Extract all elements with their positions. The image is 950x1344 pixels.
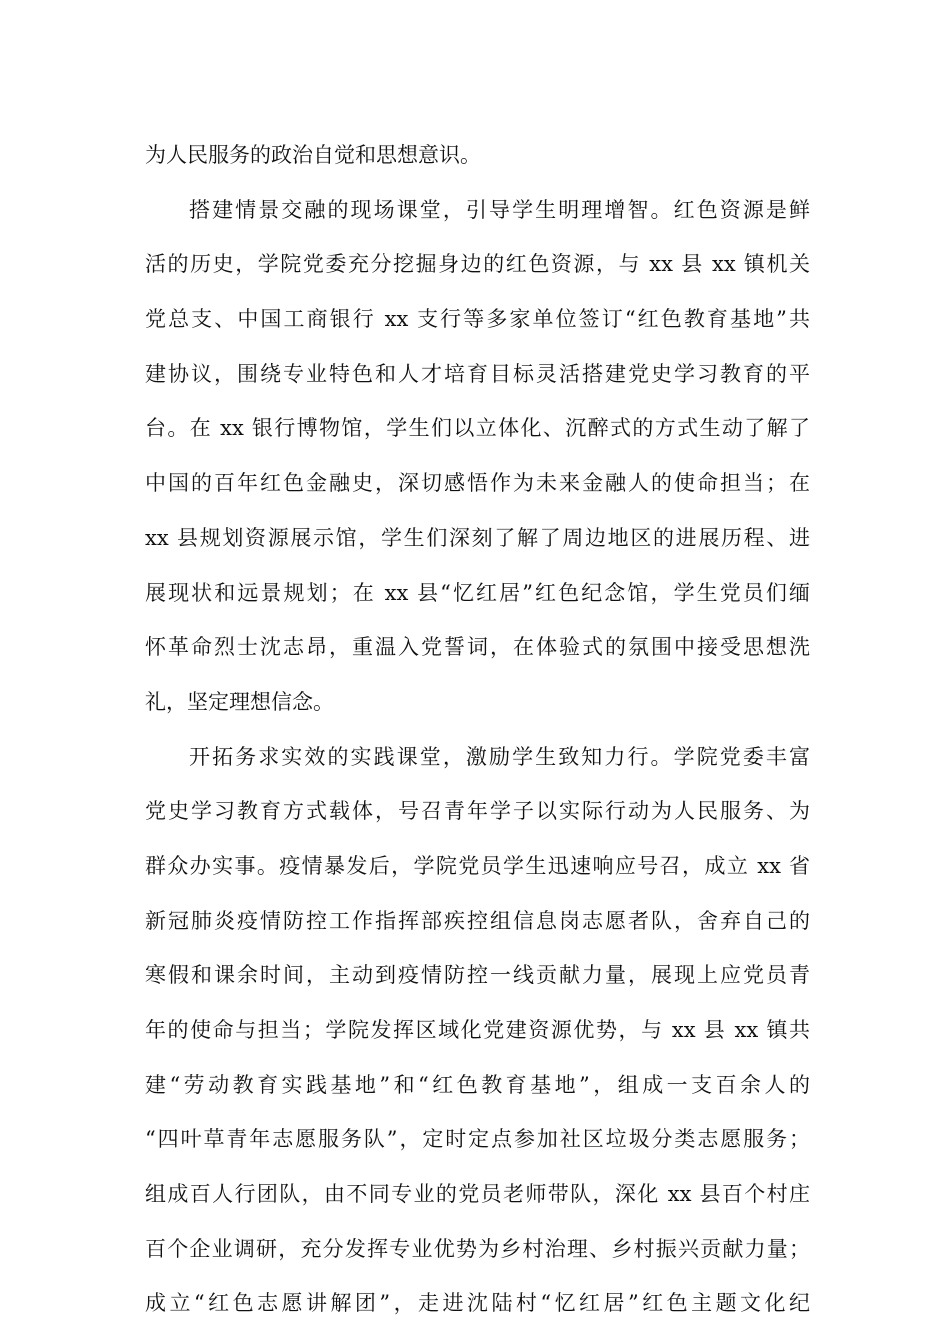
text-line: 台。在 xx 银行博物馆，学生们以立体化、沉醉式的方式生动了解了 <box>145 416 810 441</box>
text-line: 活的历史，学院党委充分挖掘身边的红色资源，与 xx 县 xx 镇机关 <box>145 252 810 277</box>
document-body <box>145 128 810 1331</box>
text-line: xx 县规划资源展示馆，学生们深刻了解了周边地区的进展历程、进 <box>145 525 810 550</box>
text-line: 展现状和远景规划；在 xx 县“忆红居”红色纪念馆，学生党员们缅 <box>145 580 810 605</box>
text-line: 为人民服务的政治自觉和思想意识。 <box>145 143 481 167</box>
text-line: 年的使命与担当；学院发挥区域化党建资源优势，与 xx 县 xx 镇共 <box>145 1018 810 1042</box>
text-line: 党总支、中国工商银行 xx 支行等多家单位签订“红色教育基地”共 <box>145 307 810 332</box>
text-line: 怀革命烈士沈志昂，重温入党誓词，在体验式的氛围中接受思想洗 <box>145 635 810 660</box>
text-line: 组成百人行团队，由不同专业的党员老师带队，深化 xx 县百个村庄 <box>145 1182 810 1207</box>
text-line: 新冠肺炎疫情防控工作指挥部疾控组信息岗志愿者队，舍弃自己的 <box>145 908 810 933</box>
text-line: 开拓务求实效的实践课堂，激励学生致知力行。学院党委丰富 <box>189 744 810 769</box>
text-line: “四叶草青年志愿服务队”，定时定点参加社区垃圾分类志愿服务； <box>145 1127 810 1152</box>
text-line: 建“劳动教育实践基地”和“红色教育基地”，组成一支百余人的 <box>145 1072 810 1097</box>
text-line: 礼，坚定理想信念。 <box>145 689 334 714</box>
text-line: 群众办实事。疫情暴发后，学院党员学生迅速响应号召，成立 xx 省 <box>145 853 810 878</box>
text-line: 建协议，围绕专业特色和人才培育目标灵活搭建党史学习教育的平 <box>145 361 810 386</box>
text-line: 成立“红色志愿讲解团”，走进沈陆村“忆红居”红色主题文化纪 <box>145 1291 810 1316</box>
text-line: 搭建情景交融的现场课堂，引导学生明理增智。红色资源是鲜 <box>189 197 810 222</box>
text-line: 党史学习教育方式载体，号召青年学子以实际行动为人民服务、为 <box>145 799 810 824</box>
text-line: 百个企业调研，充分发挥专业优势为乡村治理、乡村振兴贡献力量； <box>145 1236 810 1261</box>
text-line: 寒假和课余时间，主动到疫情防控一线贡献力量，展现上应党员青 <box>145 963 810 988</box>
text-line: 中国的百年红色金融史，深切感悟作为未来金融人的使命担当；在 <box>145 471 810 496</box>
